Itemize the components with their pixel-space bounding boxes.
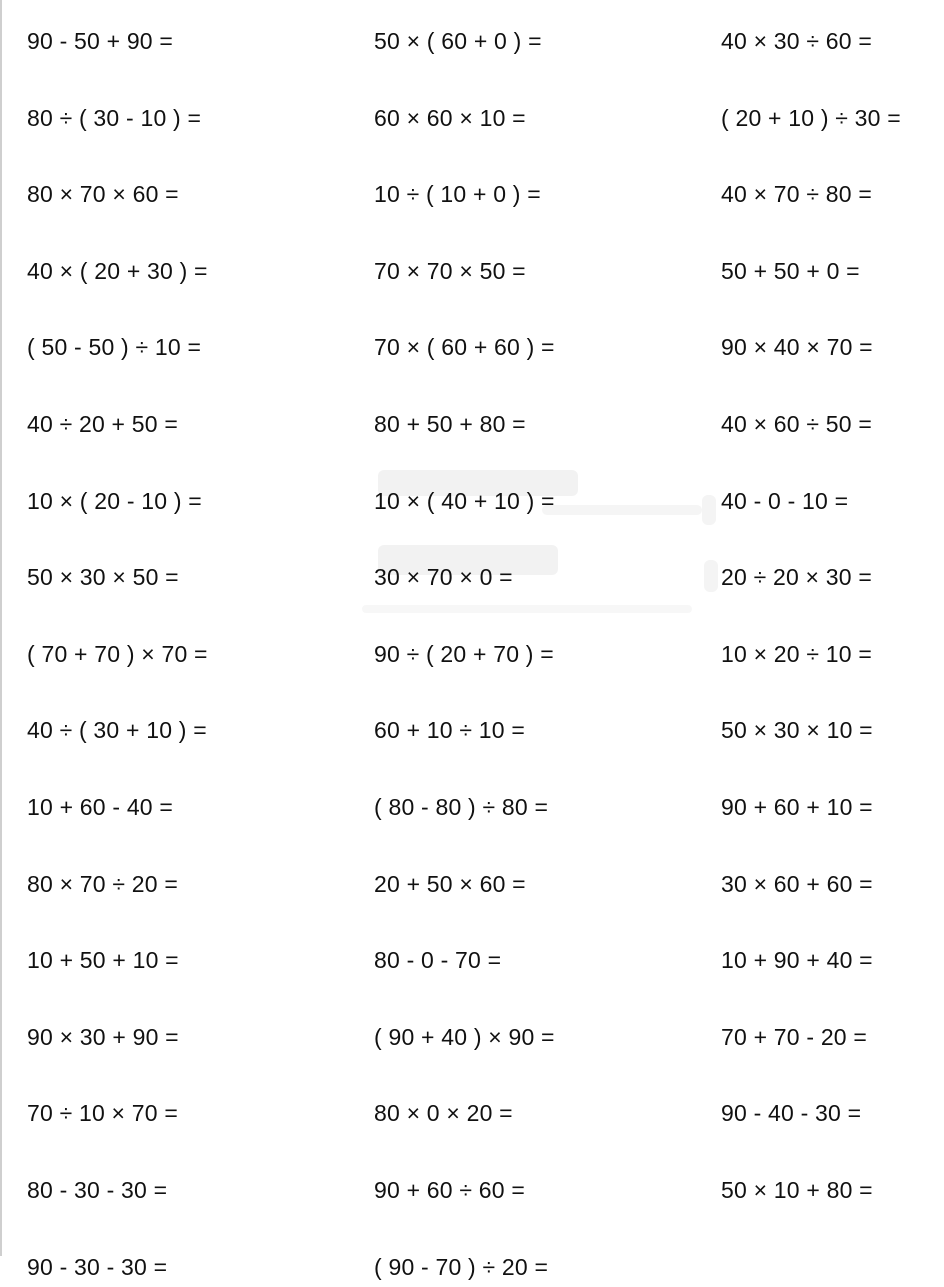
math-problem: 30 × 60 + 60 = [721,870,873,897]
problem-row [2,1093,944,1133]
math-problem: 90 - 40 - 30 = [721,1100,862,1127]
math-problem: ( 70 + 70 ) × 70 = [27,640,208,667]
math-problem: ( 80 - 80 ) ÷ 80 = [374,794,549,820]
math-problem: 50 + 50 + 0 = [721,257,860,284]
math-problem: 50 × 30 × 10 = [721,717,873,744]
math-problem: 90 + 60 + 10 = [721,794,873,820]
math-problem: 40 - 0 - 10 = [721,487,849,514]
math-problem: 40 × 60 ÷ 50 = [721,411,872,437]
math-problem: 70 + 70 - 20 = [721,1023,868,1050]
math-problem: 10 × 20 ÷ 10 = [721,640,872,667]
math-problem: 80 - 0 - 70 = [374,947,502,974]
scan-smudge [362,605,692,613]
math-problem: 90 - 30 - 30 = [27,1253,168,1280]
math-problem: 40 × 30 ÷ 60 = [721,28,872,54]
math-problem: 10 ÷ ( 10 + 0 ) = [374,181,541,208]
math-problem: 20 ÷ 20 × 30 = [721,564,872,591]
problem-row [2,21,944,61]
math-problem: 20 + 50 × 60 = [374,870,526,897]
math-problem: 10 + 90 + 40 = [721,947,873,974]
math-problem: 40 × ( 20 + 30 ) = [27,257,208,284]
math-problem: ( 20 + 10 ) ÷ 30 = [721,104,901,131]
math-problem: 70 × ( 60 + 60 ) = [374,334,555,361]
math-problem: 10 + 50 + 10 = [27,947,179,974]
math-problem: 70 × 70 × 50 = [374,257,526,284]
problem-row [2,1247,944,1287]
math-problem: 90 - 50 + 90 = [27,28,174,54]
math-problem: 80 × 70 ÷ 20 = [27,870,178,897]
math-problem: 90 ÷ ( 20 + 70 ) = [374,640,554,667]
math-problem: 80 - 30 - 30 = [27,1177,168,1203]
math-problem: ( 90 - 70 ) ÷ 20 = [374,1253,549,1280]
problem-row [2,251,944,291]
math-problem: 80 + 50 + 80 = [374,411,526,437]
math-problem: 80 × 0 × 20 = [374,1100,513,1127]
problem-row [2,327,944,367]
math-problem: 50 × 30 × 50 = [27,564,179,591]
math-problem: 10 × ( 40 + 10 ) = [374,487,555,514]
math-problem: 50 × 10 + 80 = [721,1177,873,1203]
math-problem: ( 50 - 50 ) ÷ 10 = [27,334,202,361]
math-problem: 10 + 60 - 40 = [27,794,174,820]
math-problem: 40 ÷ 20 + 50 = [27,411,178,437]
math-problem: 40 × 70 ÷ 80 = [721,181,872,208]
math-problem: 10 × ( 20 - 10 ) = [27,487,202,514]
problem-row [2,1017,944,1057]
math-problem: 30 × 70 × 0 = [374,564,513,591]
problem-row [2,557,944,597]
problem-row [2,940,944,980]
problem-row [2,174,944,214]
math-problem: 80 × 70 × 60 = [27,181,179,208]
problem-row [2,98,944,138]
math-problem: 90 × 40 × 70 = [721,334,873,361]
problem-row [2,710,944,750]
problem-row [2,864,944,904]
math-problem: 70 ÷ 10 × 70 = [27,1100,178,1127]
math-problem: 90 + 60 ÷ 60 = [374,1177,525,1203]
math-problem: 60 + 10 ÷ 10 = [374,717,525,744]
problem-row [2,787,944,827]
problem-row [2,481,944,521]
math-problem: 80 ÷ ( 30 - 10 ) = [27,104,202,131]
problem-row [2,404,944,444]
problem-row [2,1170,944,1210]
math-problem: ( 90 + 40 ) × 90 = [374,1023,555,1050]
math-problem: 60 × 60 × 10 = [374,104,526,131]
math-problem: 40 ÷ ( 30 + 10 ) = [27,717,207,744]
math-problem: 50 × ( 60 + 0 ) = [374,28,542,54]
problem-row [2,634,944,674]
math-problem: 90 × 30 + 90 = [27,1023,179,1050]
